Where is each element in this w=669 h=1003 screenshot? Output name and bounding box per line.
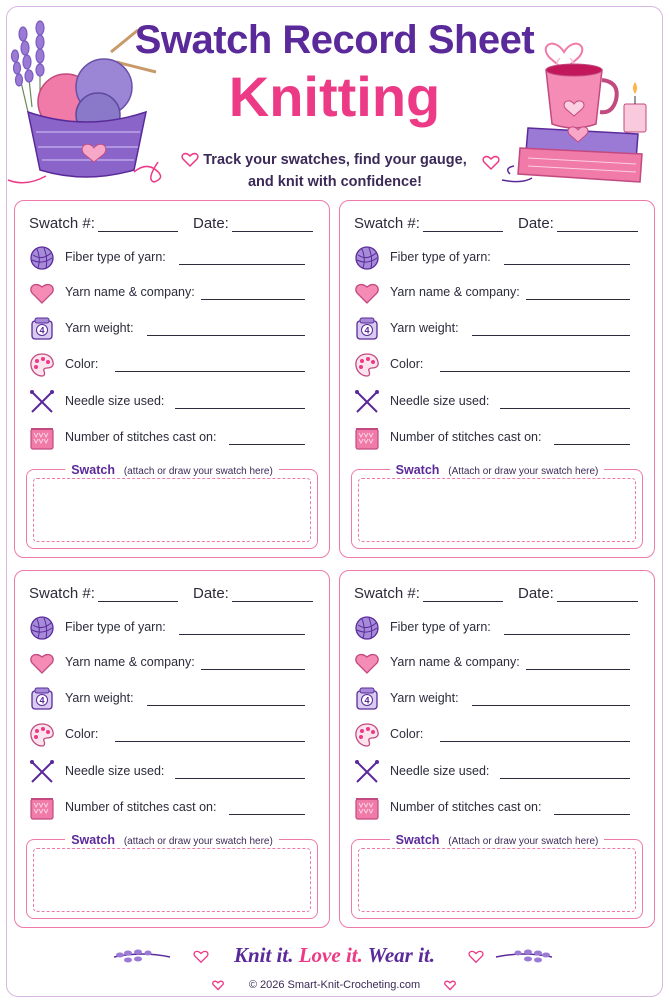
field-label: Number of stitches cast on: <box>390 430 542 444</box>
date-line[interactable] <box>557 601 638 602</box>
swatch-area[interactable] <box>351 833 643 919</box>
heart-icon <box>354 650 380 676</box>
field-stitches-cast-on-line[interactable] <box>229 814 305 815</box>
field-label: Yarn name & company: <box>65 285 195 299</box>
palette-icon <box>354 722 380 748</box>
swatch-dashed-border <box>358 848 636 912</box>
field-label: Yarn weight: <box>65 691 134 705</box>
field-fiber-type-line[interactable] <box>179 264 305 265</box>
field-fiber-type-line[interactable] <box>504 634 630 635</box>
field-color <box>354 352 640 378</box>
field-yarn-weight-line[interactable] <box>147 705 305 706</box>
field-yarn-name <box>29 650 315 676</box>
swatch-number-line[interactable] <box>423 231 503 232</box>
field-yarn-name <box>354 280 640 306</box>
swatch-area[interactable] <box>26 463 318 549</box>
field-color-line[interactable] <box>440 371 630 372</box>
field-color-line[interactable] <box>115 741 305 742</box>
swatch-card-4 <box>339 570 655 928</box>
field-label: Fiber type of yarn: <box>65 250 166 264</box>
field-yarn-weight-line[interactable] <box>472 335 630 336</box>
palette-icon <box>354 352 380 378</box>
field-yarn-weight <box>354 316 640 342</box>
field-label: Fiber type of yarn: <box>65 620 166 634</box>
footer-slogan <box>0 943 669 968</box>
yarn-ball-icon <box>29 615 55 641</box>
field-needle-size-line[interactable] <box>500 408 630 409</box>
field-color <box>354 722 640 748</box>
field-label: Yarn name & company: <box>65 655 195 669</box>
weight-icon <box>29 686 55 712</box>
swatch-card-3 <box>14 570 330 928</box>
field-fiber-type <box>354 615 640 641</box>
slogan-part-1: Knit it. <box>233 943 294 967</box>
svg-text:4: 4 <box>364 325 370 336</box>
field-fiber-type <box>29 615 315 641</box>
field-yarn-weight <box>29 686 315 712</box>
field-yarn-name <box>354 650 640 676</box>
field-stitches-cast-on <box>354 425 640 451</box>
field-label: Number of stitches cast on: <box>390 800 542 814</box>
swatch-dashed-border <box>358 478 636 542</box>
needles-icon <box>354 759 380 785</box>
weight-icon <box>354 686 380 712</box>
field-color-line[interactable] <box>440 741 630 742</box>
field-label: Needle size used: <box>390 394 490 408</box>
yarn-ball-icon <box>354 245 380 271</box>
needles-icon <box>354 389 380 415</box>
swatch-dashed-border <box>33 478 311 542</box>
heart-icon <box>354 280 380 306</box>
field-stitches-cast-on-line[interactable] <box>554 814 630 815</box>
weight-icon <box>29 316 55 342</box>
field-stitches-cast-on-line[interactable] <box>229 444 305 445</box>
field-label: Number of stitches cast on: <box>65 430 217 444</box>
swatch-number-label: Swatch #: <box>29 215 95 232</box>
field-yarn-weight <box>354 686 640 712</box>
field-yarn-weight <box>29 316 315 342</box>
field-needle-size-line[interactable] <box>175 408 305 409</box>
swatch-hint: (attach or draw your swatch here) <box>123 836 273 847</box>
field-yarn-name <box>29 280 315 306</box>
swatch-number-label: Swatch #: <box>354 585 420 602</box>
field-color <box>29 352 315 378</box>
field-yarn-name-line[interactable] <box>526 299 630 300</box>
field-label: Color: <box>65 727 99 741</box>
swatch-hint: (attach or draw your swatch here) <box>123 466 273 477</box>
swatch-area[interactable] <box>351 463 643 549</box>
page-title: Swatch Record Sheet <box>134 18 535 62</box>
small-heart-icon-copyright-right <box>444 980 456 991</box>
needles-icon <box>29 389 55 415</box>
field-yarn-name-line[interactable] <box>201 299 305 300</box>
swatch-dashed-border <box>33 848 311 912</box>
stitches-icon <box>354 425 380 451</box>
field-label: Color: <box>390 727 424 741</box>
heart-icon <box>29 650 55 676</box>
swatch-hint: (Attach or draw your swatch here) <box>448 466 599 477</box>
palette-icon <box>29 722 55 748</box>
lavender-sprig-right <box>494 945 554 967</box>
field-fiber-type-line[interactable] <box>179 634 305 635</box>
field-label: Yarn weight: <box>390 321 459 335</box>
swatch-hint: (Attach or draw your swatch here) <box>448 836 599 847</box>
field-needle-size <box>29 389 315 415</box>
stitches-icon <box>29 795 55 821</box>
field-needle-size-line[interactable] <box>500 778 630 779</box>
svg-text:4: 4 <box>39 325 45 336</box>
field-color <box>29 722 315 748</box>
field-label: Yarn name & company: <box>390 285 520 299</box>
field-label: Fiber type of yarn: <box>390 620 491 634</box>
date-label: Date: <box>518 215 554 232</box>
swatch-number-line[interactable] <box>98 231 178 232</box>
stitches-icon <box>29 425 55 451</box>
field-stitches-cast-on-line[interactable] <box>554 444 630 445</box>
yarn-ball-icon <box>354 615 380 641</box>
field-needle-size <box>354 389 640 415</box>
field-needle-size <box>29 759 315 785</box>
field-needle-size-line[interactable] <box>175 778 305 779</box>
field-label: Color: <box>65 357 99 371</box>
field-label: Fiber type of yarn: <box>390 250 491 264</box>
palette-icon <box>29 352 55 378</box>
swatch-card-1 <box>14 200 330 558</box>
field-stitches-cast-on <box>29 795 315 821</box>
weight-icon <box>354 316 380 342</box>
date-label: Date: <box>193 215 229 232</box>
swatch-number-label: Swatch #: <box>354 215 420 232</box>
slogan-part-3: Wear it. <box>367 943 436 967</box>
date-line[interactable] <box>557 231 638 232</box>
heart-icon <box>29 280 55 306</box>
tagline <box>180 149 490 193</box>
svg-text:4: 4 <box>39 695 45 706</box>
date-line[interactable] <box>232 601 313 602</box>
field-fiber-type-line[interactable] <box>504 264 630 265</box>
field-label: Yarn weight: <box>65 321 134 335</box>
field-color-line[interactable] <box>115 371 305 372</box>
field-stitches-cast-on <box>29 425 315 451</box>
swatch-title: Swatch <box>71 463 115 477</box>
field-label: Needle size used: <box>65 764 165 778</box>
swatch-card-2 <box>339 200 655 558</box>
swatch-title: Swatch <box>395 833 440 847</box>
swatch-number-line[interactable] <box>98 601 178 602</box>
slogan-part-2: Love it. <box>298 943 363 967</box>
field-fiber-type <box>354 245 640 271</box>
date-line[interactable] <box>232 231 313 232</box>
copyright: © 2026 Smart-Knit-Crocheting.com <box>248 979 421 991</box>
field-label: Yarn weight: <box>390 691 459 705</box>
date-label: Date: <box>193 585 229 602</box>
swatch-number-line[interactable] <box>423 601 503 602</box>
yarn-ball-icon <box>29 245 55 271</box>
swatch-title: Swatch <box>395 463 440 477</box>
field-yarn-name-line[interactable] <box>526 669 630 670</box>
page-subtitle: Knitting <box>228 65 441 128</box>
small-heart-icon-footer-right <box>468 950 484 964</box>
field-stitches-cast-on <box>354 795 640 821</box>
field-yarn-weight-line[interactable] <box>147 335 305 336</box>
field-label: Number of stitches cast on: <box>65 800 217 814</box>
field-label: Color: <box>390 357 424 371</box>
needles-icon <box>29 759 55 785</box>
field-fiber-type <box>29 245 315 271</box>
swatch-title: Swatch <box>71 833 115 847</box>
field-label: Needle size used: <box>390 764 490 778</box>
field-yarn-weight-line[interactable] <box>472 705 630 706</box>
tagline-line-1: Track your swatches, find your gauge, <box>203 152 467 168</box>
field-label: Yarn name & company: <box>390 655 520 669</box>
tagline-line-2: and knit with confidence! <box>247 174 422 190</box>
swatch-number-label: Swatch #: <box>29 585 95 602</box>
swatch-area[interactable] <box>26 833 318 919</box>
field-yarn-name-line[interactable] <box>201 669 305 670</box>
field-label: Needle size used: <box>65 394 165 408</box>
date-label: Date: <box>518 585 554 602</box>
stitches-icon <box>354 795 380 821</box>
svg-text:4: 4 <box>364 695 370 706</box>
field-needle-size <box>354 759 640 785</box>
